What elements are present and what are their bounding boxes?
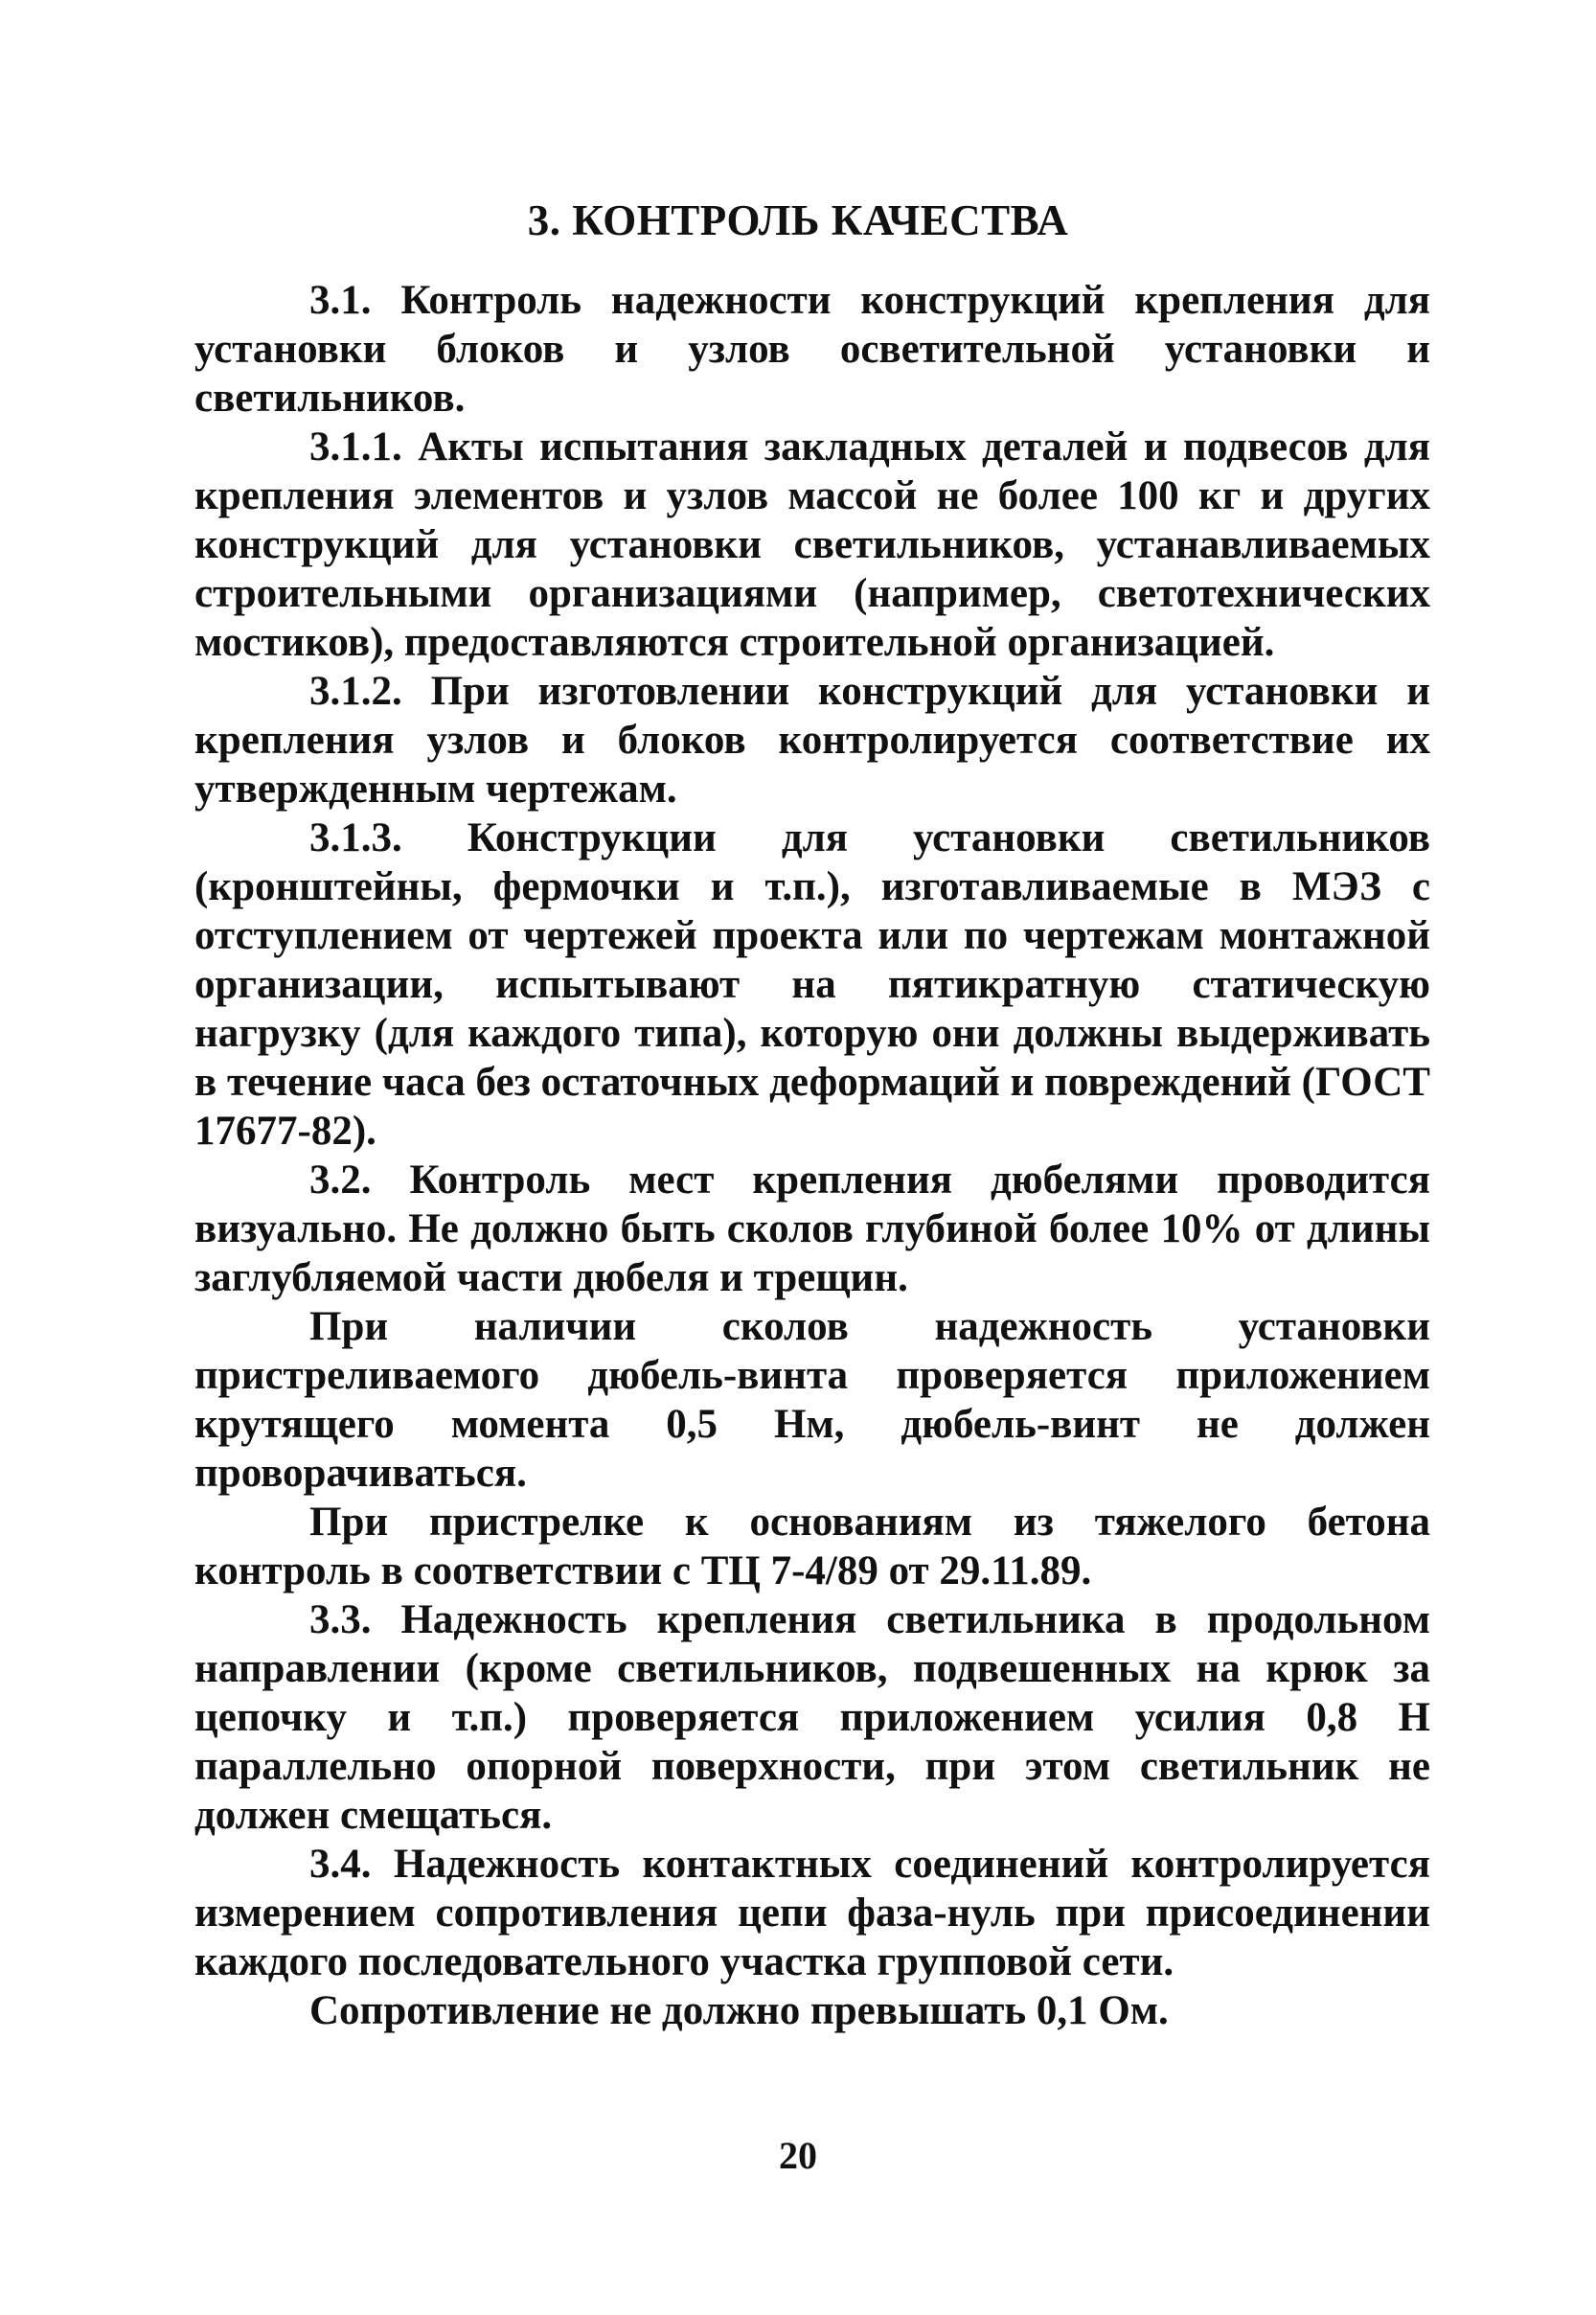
paragraph-3-1: 3.1. Контроль надежности конструкций крепления для установки блоков и узлов осветительной установки и светильников. xyxy=(194,278,1430,421)
paragraph-3-2: 3.2. Контроль мест крепления дюбелями проводится визуально. Не должно быть сколов глубиной более 10% от длины заглубляемой части дюбеля и трещин. xyxy=(194,1158,1430,1300)
paragraph-resistance-limit: Сопротивление не должно превышать 0,1 Ом. xyxy=(309,1988,1169,2033)
section-body xyxy=(194,276,1430,2035)
paragraph-chips-check: При наличии сколов надежность установки пристреливаемого дюбель-винта проверяется приложением крутящего момента 0,5 Нм, дюбель-винт не должен проворачиваться. xyxy=(194,1304,1430,1496)
paragraph-3-3: 3.3. Надежность крепления светильника в продольном направлении (кроме светильников, подвешенных на крюк за цепочку и т.п.) проверяется приложением усилия 0,8 Н параллельно опорной поверхности, при этом светильник не должен смещаться. xyxy=(194,1597,1430,1838)
paragraph-heavy-concrete: При пристрелке к основаниям из тяжелого бетона контроль в соответствии с ТЦ 7-4/89 от 29.11.89. xyxy=(194,1500,1430,1593)
paragraph-3-4: 3.4. Надежность контактных соединений контролируется измерением сопротивления цепи фаза-нуль при присоединении каждого последовательного участка групповой сети. xyxy=(194,1842,1430,1984)
paragraph-3-1-3: 3.1.3. Конструкции для установки светильников (кронштейны, фермочки и т.п.), изготавливаемые в МЭЗ с отступлением от чертежей проекта или по чертежам монтажной организации, испытывают на пятикратную статическую нагрузку (для каждого типа), которую они должны выдерживать в течение часа без остаточных деформаций и повреждений (ГОСТ 17677-82). xyxy=(194,815,1430,1154)
paragraph-3-1-1: 3.1.1. Акты испытания закладных деталей и подвесов для крепления элементов и узлов массой не более 100 кг и других конструкций для установки светильников, устанавливаемых строительными организациями (например, светотехнических мостиков), предоставляются строительной организацией. xyxy=(194,424,1430,665)
page-number: 20 xyxy=(779,2134,817,2177)
section-heading: 3. КОНТРОЛЬ КАЧЕСТВА xyxy=(527,196,1069,244)
paragraph-3-1-2: 3.1.2. При изготовлении конструкций для установки и крепления узлов и блоков контролируется соответствие их утвержденным чертежам. xyxy=(194,669,1430,812)
